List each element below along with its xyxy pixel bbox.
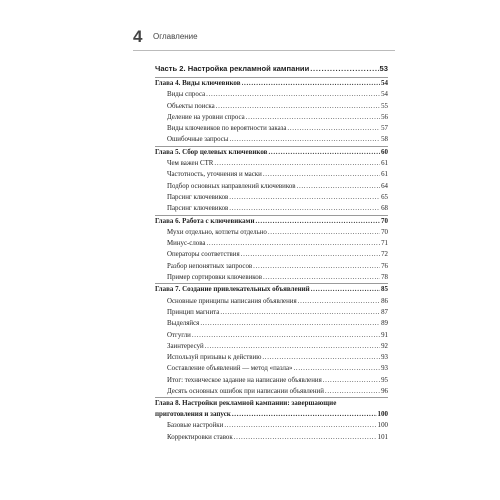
- header-rule: [133, 50, 395, 51]
- leader-dots: [234, 432, 377, 443]
- toc-entry[interactable]: [155, 238, 388, 249]
- page-number: 4: [133, 27, 143, 46]
- toc-entry[interactable]: [155, 227, 388, 238]
- toc-entry-title: Принцип магнита: [167, 308, 220, 316]
- toc-entry[interactable]: [155, 261, 388, 272]
- toc-page-number: 78: [381, 274, 388, 282]
- toc-entry-title: Заинтересуй: [167, 342, 204, 350]
- toc-entry[interactable]: [155, 352, 388, 363]
- toc-entry-title: Ошибочные запросы: [167, 136, 229, 144]
- toc-entry-title: Десять основных ошибок при написании объявлений: [167, 388, 324, 396]
- toc-entry-title: Объекты поиска: [167, 102, 215, 110]
- toc-entry-title: Выделяйся: [167, 320, 200, 328]
- leader-dots: [323, 375, 380, 386]
- leader-dots: [229, 192, 380, 203]
- toc-page-number: 93: [381, 365, 388, 373]
- toc-page-number: 101: [377, 433, 388, 441]
- toc-entry[interactable]: [155, 296, 388, 307]
- toc-entry-title: Базовые настройки: [167, 422, 224, 430]
- toc-page-number: 86: [381, 297, 388, 305]
- toc-page-number: 54: [381, 91, 388, 99]
- toc-chapter[interactable]: [155, 78, 388, 89]
- toc-page-number: 89: [381, 320, 388, 328]
- toc-entry[interactable]: [155, 203, 388, 214]
- toc-entry-title: Парсинг ключевиков: [167, 193, 229, 201]
- toc-entry[interactable]: [155, 112, 388, 123]
- toc-entry[interactable]: [155, 386, 388, 397]
- toc-page-number: 70: [381, 216, 388, 225]
- toc-entry[interactable]: [155, 181, 388, 192]
- toc-page-number: 55: [381, 102, 388, 110]
- toc-entry-title: Чем важен CTR: [167, 160, 214, 168]
- running-title: Оглавление: [153, 32, 198, 41]
- toc-page-number: 70: [381, 228, 388, 236]
- leader-dots: [242, 78, 380, 89]
- toc-entry[interactable]: [155, 272, 388, 283]
- toc-chapter[interactable]: [155, 216, 388, 227]
- table-of-contents: [155, 62, 388, 443]
- toc-chapter[interactable]: [155, 398, 388, 420]
- toc-entry[interactable]: [155, 420, 388, 431]
- toc-page-number: 60: [381, 147, 388, 156]
- toc-entry-title: Итог: техническое задание на написание объявления: [167, 376, 322, 384]
- toc-chapter-title: Глава 5. Сбор целевых ключевиков: [155, 147, 268, 156]
- leader-dots: [287, 123, 380, 134]
- toc-entry[interactable]: [155, 89, 388, 100]
- toc-page-number: 76: [381, 262, 388, 270]
- toc-page-number: 68: [381, 205, 388, 213]
- leader-dots: [268, 227, 380, 238]
- toc-page-number: 96: [381, 388, 388, 396]
- toc-entry-title: Используй призывы к действию: [167, 354, 262, 362]
- leader-dots: [220, 307, 380, 318]
- leader-dots: [205, 341, 380, 352]
- leader-dots: [200, 318, 380, 329]
- toc-chapter-title-line2: приготовления и запуск: [155, 410, 231, 419]
- leader-dots: [246, 112, 380, 123]
- toc-page-number: 54: [381, 79, 388, 87]
- toc-entry-title: Операторы соответствия: [167, 251, 240, 259]
- toc-entry-title: Отгугли: [167, 331, 191, 339]
- toc-entry[interactable]: [155, 318, 388, 329]
- toc-page-number: 72: [381, 251, 388, 259]
- toc-entry-title: Виды спроса: [167, 91, 206, 99]
- toc-page-number: 93: [381, 354, 388, 362]
- toc-page-number: 91: [381, 331, 388, 339]
- toc-page-number: 61: [381, 171, 388, 179]
- leader-dots: [263, 272, 380, 283]
- toc-page-number: 64: [381, 182, 388, 190]
- toc-part-title: Часть 2. Настройка рекламной кампании: [155, 64, 310, 73]
- toc-page-number: 100: [377, 410, 388, 419]
- toc-entry-title: Основные принципы написания объявления: [167, 297, 297, 305]
- toc-entry-title: Корректировки ставок: [167, 433, 233, 441]
- toc-entry[interactable]: [155, 330, 388, 341]
- leader-dots: [262, 352, 380, 363]
- leader-dots: [229, 134, 380, 145]
- toc-page-number: 92: [381, 342, 388, 350]
- toc-chapter[interactable]: [155, 147, 388, 158]
- leader-dots: [192, 330, 380, 341]
- toc-chapter-title-line1: Глава 8. Настройки рекламной кампании: завершающие: [155, 399, 337, 408]
- toc-entry-title: Разбор непонятных запросов: [167, 262, 253, 270]
- toc-entry[interactable]: [155, 192, 388, 203]
- toc-chapter-title: Глава 6. Работа с ключевиками: [155, 216, 255, 225]
- toc-entry[interactable]: [155, 158, 388, 169]
- toc-page-number: 100: [377, 422, 388, 430]
- leader-dots: [293, 363, 380, 374]
- toc-chapter-title: Глава 7. Создание привлекательных объявлений: [155, 285, 310, 294]
- toc-entry-title: Составление объявлений — метод «пазла»: [167, 365, 293, 373]
- toc-page-number: 53: [379, 64, 388, 73]
- leader-dots: [214, 158, 380, 169]
- toc-entry[interactable]: [155, 249, 388, 260]
- leader-dots: [268, 147, 380, 158]
- leader-dots: [206, 89, 380, 100]
- leader-dots: [263, 169, 380, 180]
- toc-entry-title: Минус-слова: [167, 240, 206, 248]
- toc-entry[interactable]: [155, 169, 388, 180]
- toc-part[interactable]: [155, 62, 388, 75]
- leader-dots: [224, 420, 376, 431]
- toc-page-number: 57: [381, 125, 388, 133]
- toc-page-number: 85: [381, 285, 388, 294]
- toc-entry[interactable]: [155, 363, 388, 374]
- toc-entry[interactable]: [155, 123, 388, 134]
- toc-chapter[interactable]: [155, 284, 388, 295]
- leader-dots: [229, 203, 380, 214]
- toc-entry-title: Мухи отдельно, котлеты отдельно: [167, 228, 267, 236]
- toc-entry[interactable]: [155, 307, 388, 318]
- toc-entry-title: Частотность, уточнения и маски: [167, 171, 262, 179]
- leader-dots: [241, 249, 380, 260]
- toc-entry-title: Пример сортировки ключевиков: [167, 274, 262, 282]
- toc-entry[interactable]: [155, 341, 388, 352]
- page-header: [133, 27, 395, 52]
- toc-page-number: 87: [381, 308, 388, 316]
- toc-entry-title: Деление на уровни спроса: [167, 113, 245, 121]
- leader-dots: [297, 181, 381, 192]
- leader-dots: [253, 261, 380, 272]
- toc-page-number: 58: [381, 136, 388, 144]
- toc-entry[interactable]: [155, 375, 388, 386]
- toc-entry[interactable]: [155, 432, 388, 443]
- toc-entry-title: Виды ключевиков по вероятности заказа: [167, 125, 287, 133]
- toc-page-number: 56: [381, 113, 388, 121]
- toc-entry[interactable]: [155, 134, 388, 145]
- toc-chapter-title-line2-row: [155, 409, 388, 420]
- toc-chapter-title: Глава 4. Виды ключевиков: [155, 79, 241, 87]
- toc-page-number: 71: [381, 240, 388, 248]
- toc-page-number: 65: [381, 193, 388, 201]
- leader-dots: [298, 296, 380, 307]
- leader-dots: [325, 386, 380, 397]
- toc-page-number: 95: [381, 376, 388, 384]
- leader-dots: [216, 101, 380, 112]
- leader-dots: [232, 409, 377, 420]
- leader-dots: [206, 238, 380, 249]
- leader-dots: [310, 62, 378, 75]
- toc-entry-title: Подбор основных направлений ключевиков: [167, 182, 296, 190]
- toc-entry-title: Парсинг ключевиков: [167, 205, 229, 213]
- toc-page-number: 61: [381, 160, 388, 168]
- leader-dots: [255, 216, 380, 227]
- leader-dots: [311, 284, 380, 295]
- toc-entry[interactable]: [155, 101, 388, 112]
